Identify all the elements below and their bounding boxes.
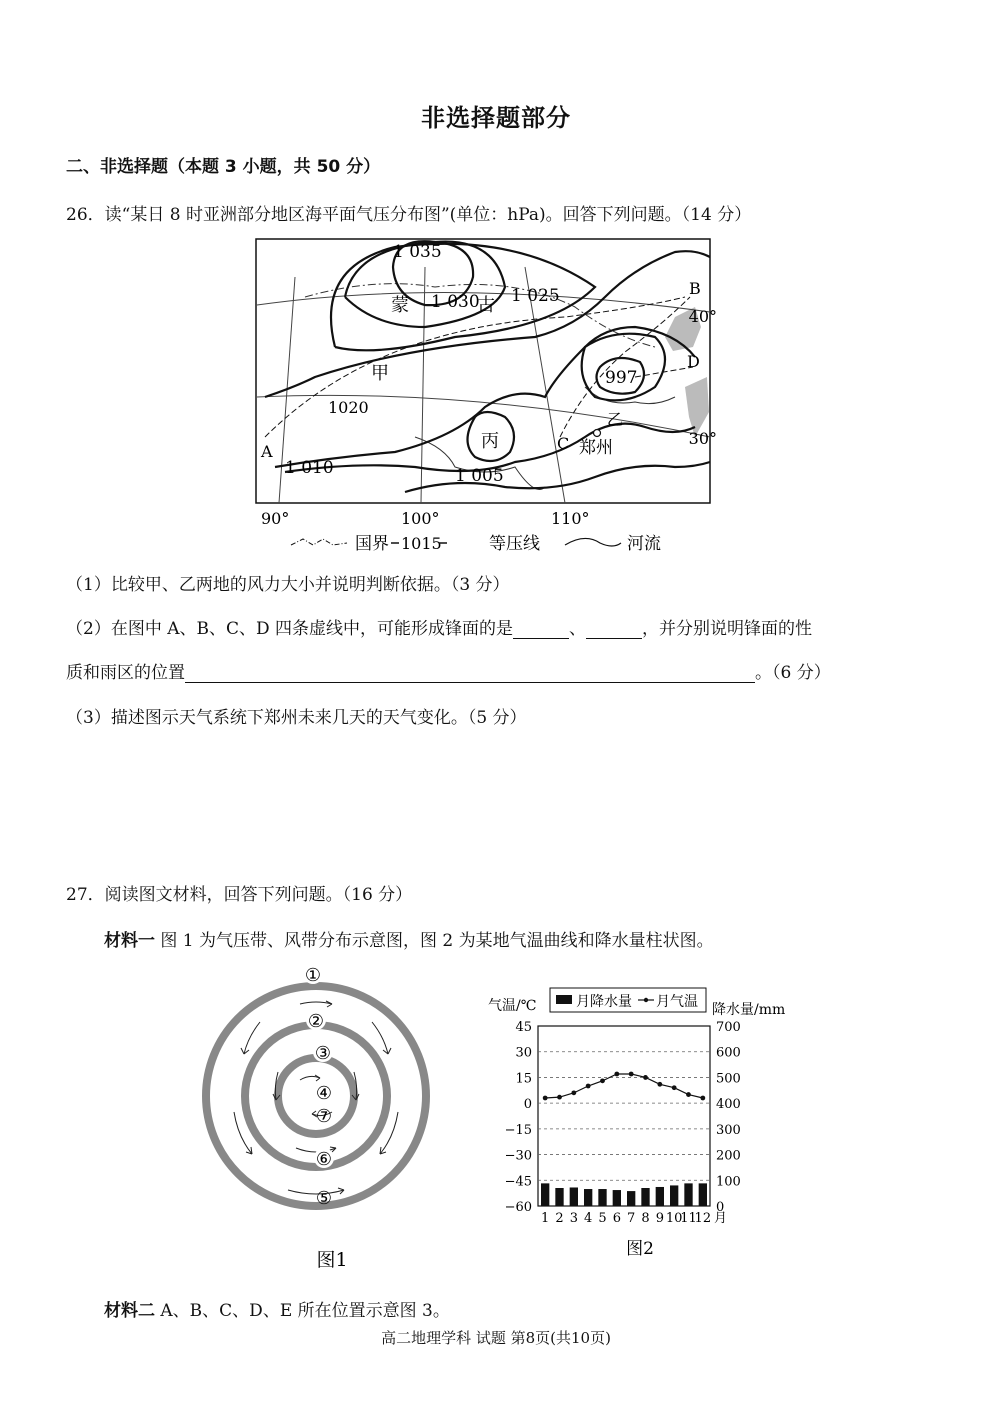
label-997: 997 [605,368,638,388]
legend-border-label: 国界 [355,534,389,554]
line-label-c: C [557,434,570,453]
ring-label-6: ⑥ [315,1149,333,1170]
lon-label-110: 110° [551,509,590,528]
x-tick-label: 7 [627,1211,636,1226]
ring-label-7: ⑦ [315,1106,333,1127]
precip-bar [656,1187,664,1206]
left-tick-label: 15 [515,1071,532,1087]
place-yi: 乙 [607,410,624,429]
place-meng: 蒙 [391,295,409,316]
precip-bar [684,1183,692,1206]
temp-point [643,1075,648,1080]
line-label-d: D [687,352,700,371]
precip-bar [613,1190,621,1206]
x-tick-label: 2 [555,1211,564,1226]
left-tick-label: 30 [515,1045,532,1061]
right-tick-label: 300 [716,1122,741,1138]
precip-bar [670,1185,678,1206]
lon-label-100: 100° [401,509,440,528]
x-tick-label: 5 [598,1211,607,1226]
legend-border-sample [291,539,347,545]
q27-material2 [104,1296,450,1321]
legend-temp-dot [644,998,648,1002]
label-1005: 1 005 [455,466,504,486]
page-footer: 高二地理学科 试题 第8页(共10页) [381,1329,611,1347]
pressure-map [255,237,717,557]
legend-river-sample [565,538,621,546]
right-tick-label: 700 [716,1020,741,1035]
x-tick-label: 10 [665,1211,683,1226]
material1-label: 材料一 [104,931,155,951]
lon-label-90: 90° [261,509,290,528]
precip-bar [641,1188,649,1206]
legend-precip-label: 月降水量 [576,994,632,1010]
precip-bar [699,1183,707,1206]
x-tick-label: 1 [541,1211,550,1226]
blank-front-1[interactable] [513,621,569,639]
left-tick-label: −15 [504,1122,532,1138]
zhengzhou-dot [594,430,601,437]
q26-sub2-sep: 、 [569,619,587,639]
temp-point [586,1084,591,1089]
temp-point [629,1072,634,1077]
lat-label-40: 40° [688,307,717,326]
q27-material1 [104,926,714,951]
left-tick-label: −60 [504,1200,532,1215]
q27-stem: 27．阅读图文材料，回答下列问题。（16 分） [66,885,413,905]
label-1010: 1 010 [285,458,334,478]
figure-2-caption: 图2 [626,1239,654,1259]
figure-2-chart [480,982,800,1262]
right-tick-label: 400 [716,1097,741,1113]
place-bing: 丙 [481,431,499,452]
precip-bar [584,1189,592,1206]
right-axis-title: 降水量/mm [712,1002,786,1018]
ring-label-2: ② [307,1011,325,1032]
right-tick-label: 600 [716,1045,741,1061]
left-tick-label: 0 [523,1097,532,1113]
plot-frame [538,1026,710,1206]
temp-point [600,1078,605,1083]
label-1025: 1 025 [511,286,560,306]
x-tick-label: 3 [569,1211,578,1226]
figure-1 [200,962,440,1282]
lat-label-30: 30° [688,429,717,448]
plot-area [505,1020,741,1226]
legend-temp-label: 月气温 [656,994,698,1010]
q26-sub1: （1）比较甲、乙两地的风力大小并说明判断依据。（3 分） [66,575,510,595]
q26-sub2-text-b: ，并分别说明锋面的性 [642,619,813,639]
label-1030: 1 030 [431,292,480,312]
place-jia: 甲 [371,363,389,384]
x-tick-label: 8 [641,1211,650,1226]
q26-sub2 [66,614,812,639]
place-gu: 古 [477,295,495,316]
temp-point [571,1090,576,1095]
left-axis-title: 气温/℃ [488,998,537,1014]
legend-precip-swatch [556,995,572,1004]
temp-point [700,1096,705,1101]
label-1035: 1 035 [393,242,442,262]
q26-sub2-text-c: 质和雨区的位置 [66,663,185,683]
temp-point [657,1082,662,1087]
temp-point [672,1085,677,1090]
ring-label-4: ④ [315,1083,333,1104]
x-tick-label: 9 [655,1211,664,1226]
x-tick-label: 6 [612,1211,621,1226]
precip-bar [570,1187,578,1206]
left-tick-label: −45 [504,1174,532,1190]
legend-isobar-label: 等压线 [489,534,540,554]
precip-bar [627,1191,635,1206]
q26-sub2-line2 [66,658,831,683]
line-label-a: A [261,442,273,461]
right-tick-label: 100 [716,1174,741,1190]
temp-point [543,1096,548,1101]
q26-sub2-text: （2）在图中 A、B、C、D 四条虚线中，可能形成锋面的是 [66,619,514,639]
legend-isobar-sample: 1015 [401,534,442,553]
ring-label-1: ① [304,965,322,986]
right-tick-label: 0 [716,1200,725,1215]
section-heading: 二、非选择题（本题 3 小题，共 50 分） [66,157,381,177]
material2-text: A、B、C、D、E 所在位置示意图 3。 [160,1301,450,1321]
place-zhengzhou: 郑州 [579,438,613,458]
blank-front-2[interactable] [586,621,642,639]
material2-label: 材料二 [104,1301,155,1321]
label-1020: 1020 [328,398,369,417]
material1-text: 图 1 为气压带、风带分布示意图，图 2 为某地气温曲线和降水量柱状图。 [160,931,714,951]
right-tick-label: 500 [716,1071,741,1087]
q26-sub2-end: 。（6 分） [755,663,831,683]
temp-point [557,1095,562,1100]
ring-label-5: ⑤ [315,1188,333,1209]
precip-bar [555,1188,563,1206]
x-tick-label: 12 [694,1211,712,1226]
q26-stem: 26．读“某日 8 时亚洲部分地区海平面气压分布图”(单位：hPa)。回答下列问题。（14 分） [66,205,752,225]
temp-point [614,1072,619,1077]
left-tick-label: 45 [515,1020,532,1035]
x-tick-label: 4 [584,1211,593,1226]
temp-point [686,1092,691,1097]
right-tick-label: 200 [716,1148,741,1164]
precip-bar [541,1183,549,1206]
line-label-b: B [689,279,701,298]
figure-1-caption: 图1 [316,1249,348,1271]
page-title: 非选择题部分 [421,104,571,132]
blank-answer[interactable] [185,665,755,683]
legend-river-label: 河流 [627,534,661,554]
precip-bar [598,1189,606,1206]
q26-sub3: （3）描述图示天气系统下郑州未来几天的天气变化。（5 分） [66,708,527,728]
ring-label-3: ③ [314,1043,332,1064]
left-tick-label: −30 [504,1148,532,1164]
x-tick-label: 11 [680,1211,697,1226]
x-unit-label: 月 [714,1211,728,1226]
